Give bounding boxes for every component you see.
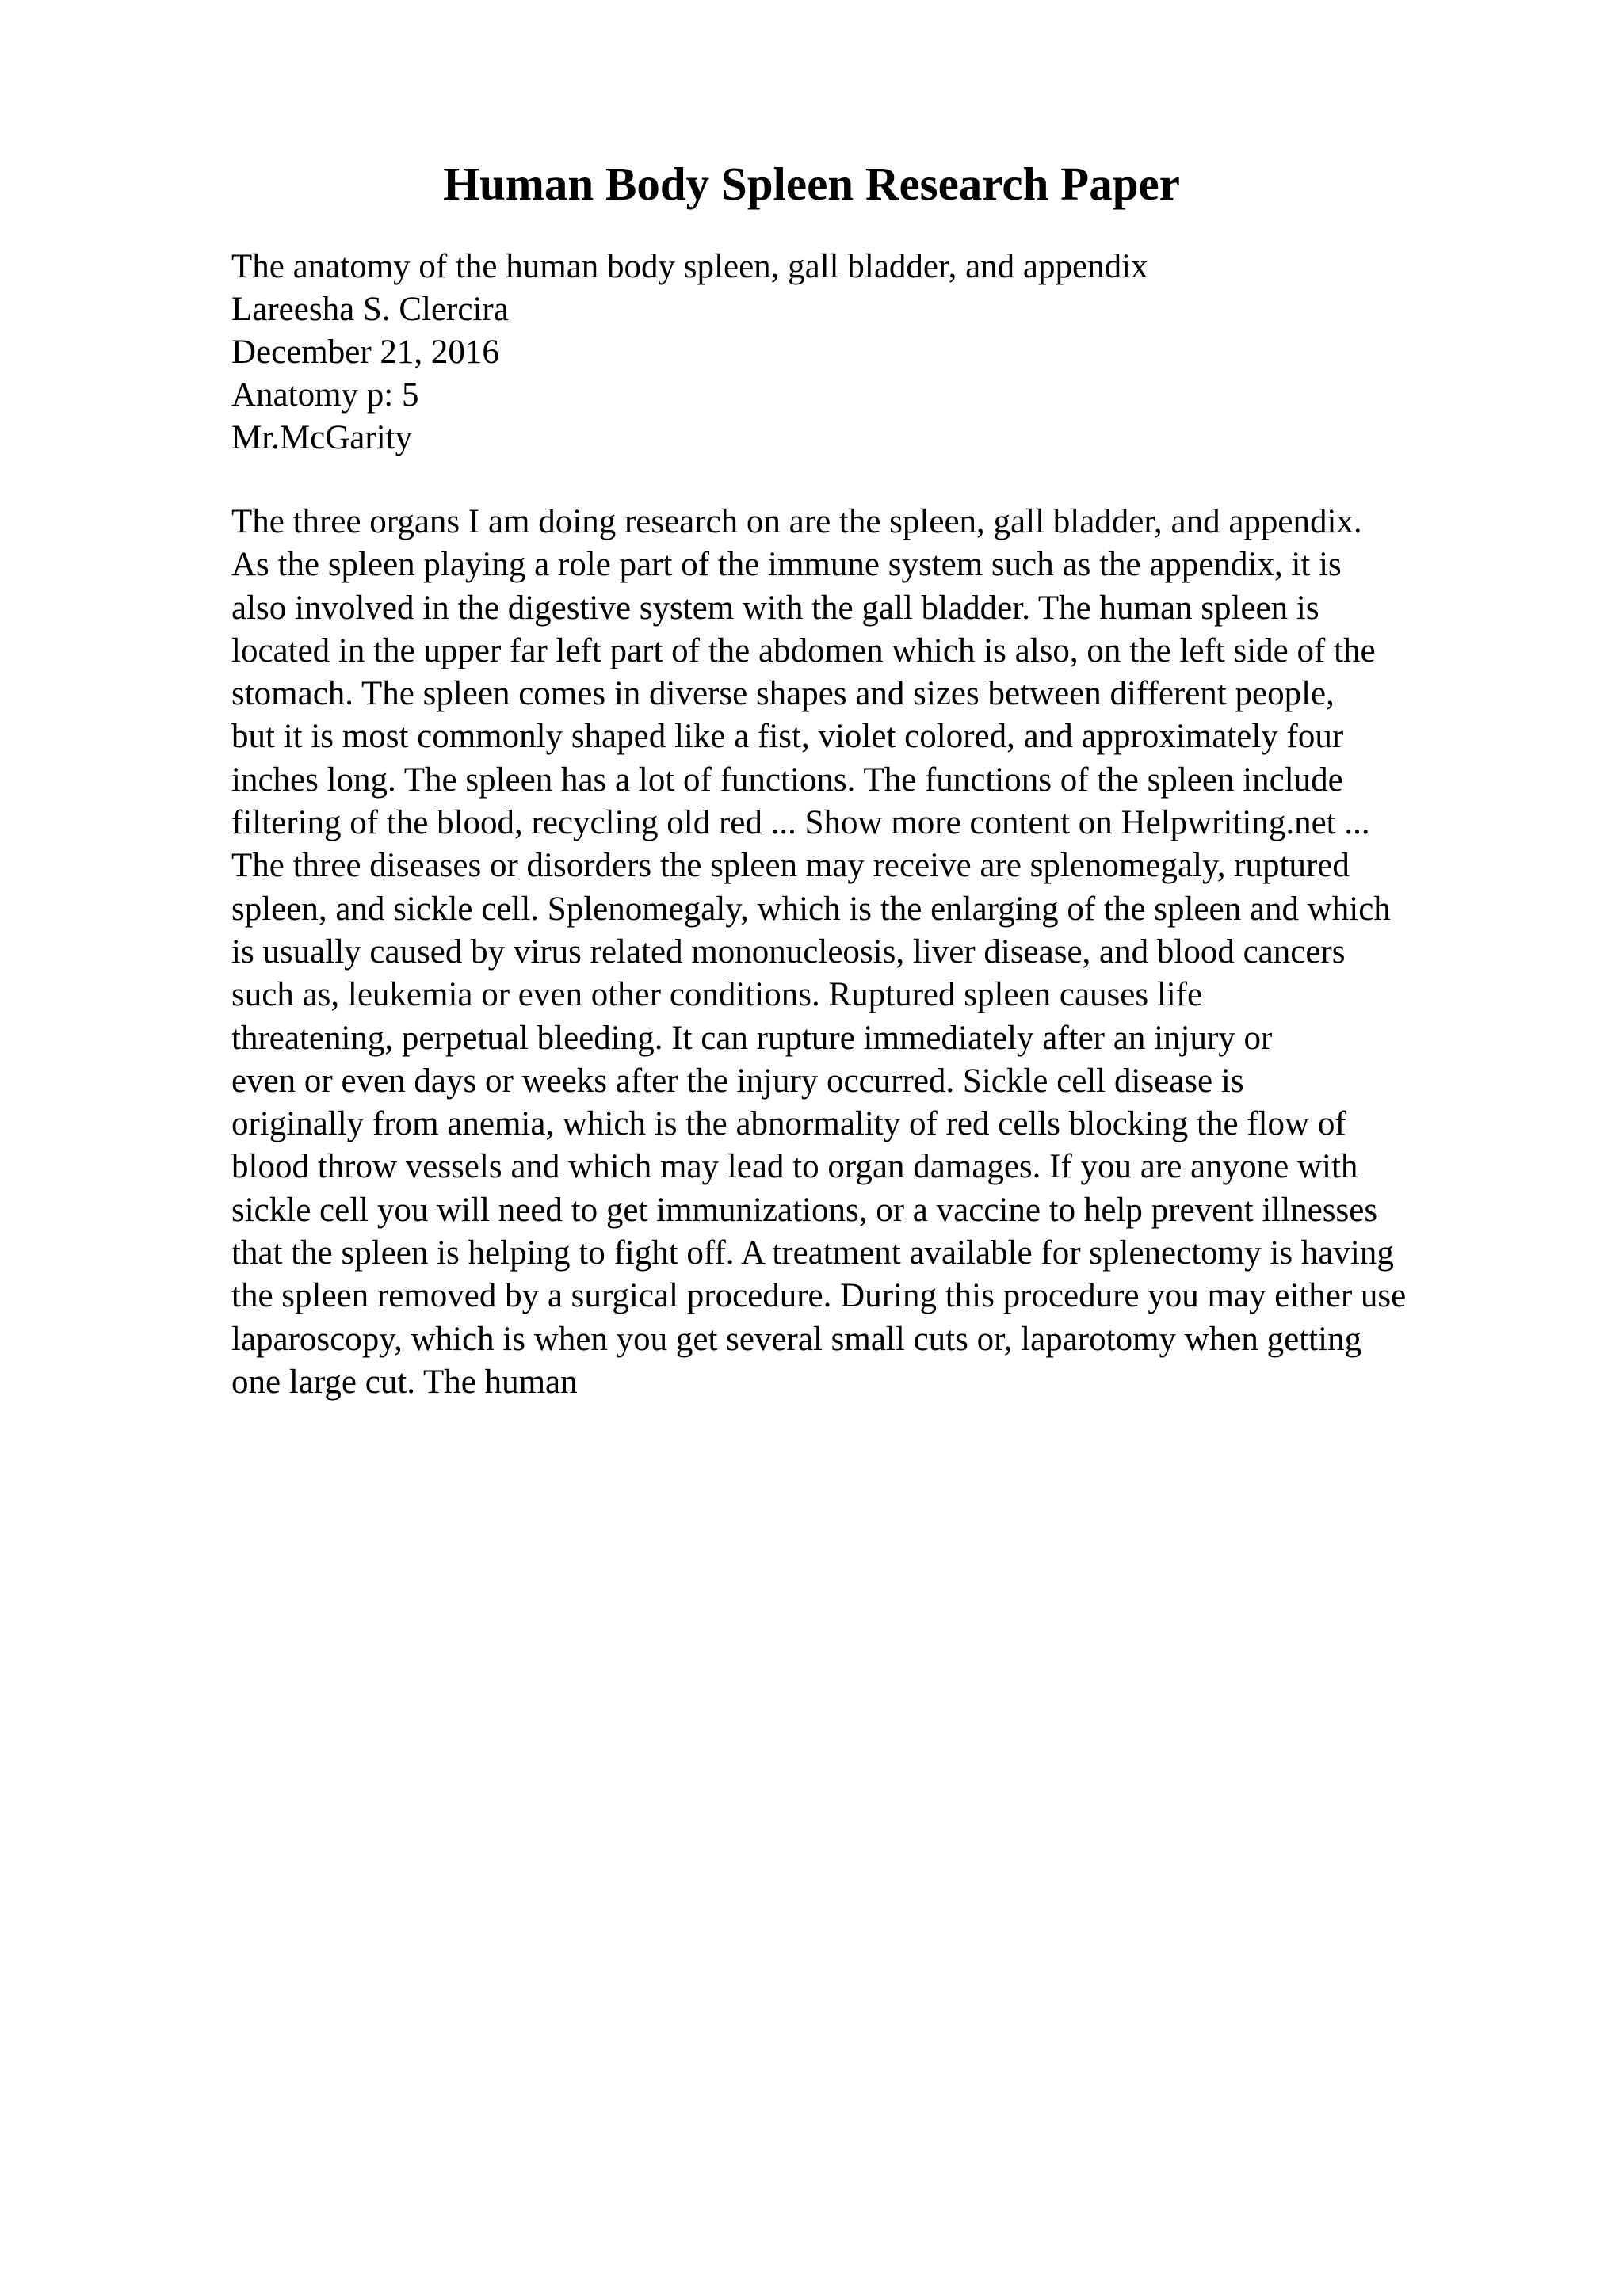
body-line: sickle cell you will need to get immunizations, or a vaccine to help prevent illnesses [231, 1191, 1378, 1229]
header-class: Anatomy p: 5 [231, 376, 419, 414]
body-line: one large cut. The human [231, 1363, 578, 1401]
body-line: located in the upper far left part of the abdomen which is also, on the left side of the [231, 631, 1376, 669]
body-line: The three diseases or disorders the spleen may receive are splenomegaly, ruptured [231, 847, 1350, 885]
body-line: but it is most commonly shaped like a fist, violet colored, and approximately four [231, 718, 1344, 756]
header-date: December 21, 2016 [231, 334, 499, 371]
body-line: As the spleen playing a role part of the immune system such as the appendix, it is [231, 546, 1342, 584]
body-line: blood throw vessels and which may lead to organ damages. If you are anyone with [231, 1148, 1358, 1186]
body-line: that the spleen is helping to fight off. A treatment available for splenectomy is having [231, 1234, 1394, 1272]
body-line: laparoscopy, which is when you get several small cuts or, laparotomy when getting [231, 1320, 1362, 1358]
body-line: filtering of the blood, recycling old red ... Show more content on Helpwriting.net ... [231, 804, 1370, 842]
body-line: is usually caused by virus related mononucleosis, liver disease, and blood cancers [231, 933, 1346, 971]
page-title: Human Body Spleen Research Paper [443, 158, 1180, 210]
body-paragraph [231, 501, 1406, 1404]
body-line: originally from anemia, which is the abnormality of red cells blocking the flow of [231, 1105, 1346, 1143]
header-subtitle: The anatomy of the human body spleen, gall bladder, and appendix [231, 248, 1148, 285]
body-line: also involved in the digestive system with the gall bladder. The human spleen is [231, 589, 1319, 627]
document-header [231, 246, 1148, 460]
body-line: spleen, and sickle cell. Splenomegaly, which is the enlarging of the spleen and which [231, 890, 1391, 928]
body-line: such as, leukemia or even other conditions. Ruptured spleen causes life [231, 976, 1203, 1014]
body-line: The three organs I am doing research on are the spleen, gall bladder, and appendix. [231, 503, 1362, 540]
body-line: inches long. The spleen has a lot of functions. The functions of the spleen include [231, 761, 1343, 799]
header-teacher: Mr.McGarity [231, 419, 413, 456]
body-line: the spleen removed by a surgical procedure. During this procedure you may either use [231, 1277, 1407, 1315]
body-line: stomach. The spleen comes in diverse shapes and sizes between different people, [231, 675, 1335, 713]
body-line: threatening, perpetual bleeding. It can rupture immediately after an injury or [231, 1019, 1273, 1057]
body-line: even or even days or weeks after the injury occurred. Sickle cell disease is [231, 1062, 1244, 1100]
header-author: Lareesha S. Clercira [231, 291, 509, 328]
